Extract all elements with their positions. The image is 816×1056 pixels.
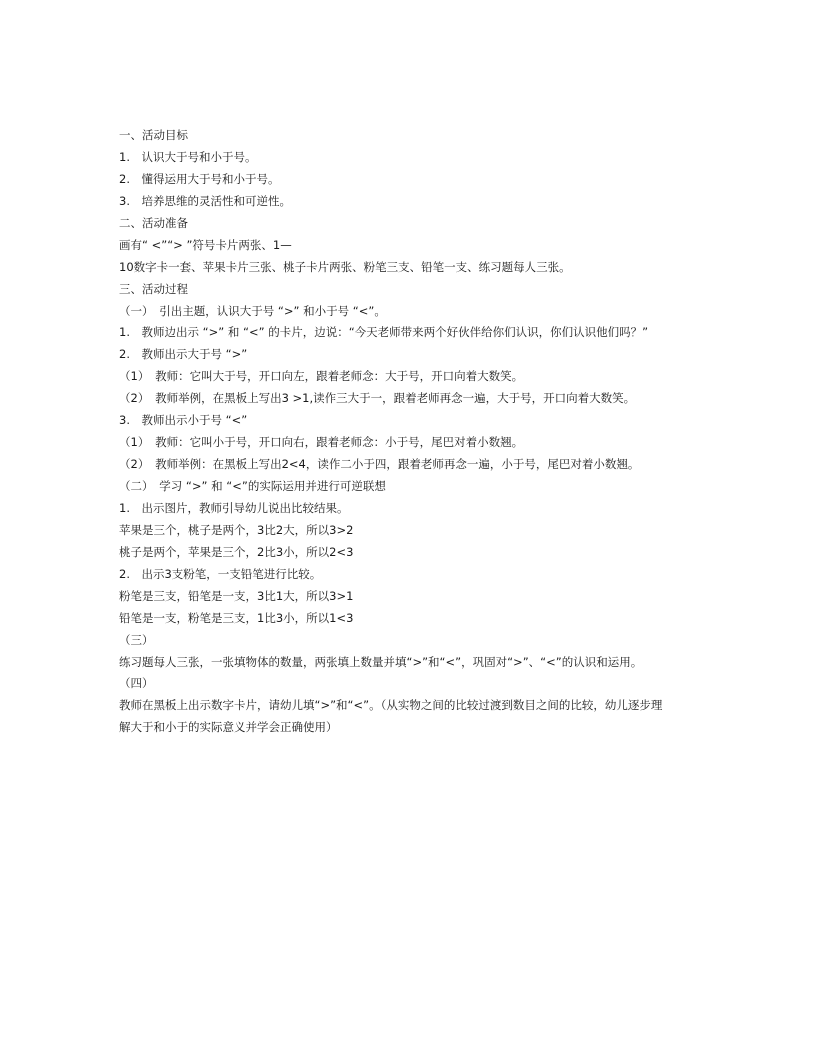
comparison-pencil: 铅笔是一支，粉笔是三支，1比3小，所以1<3 [119,610,354,625]
preparation-text-2: 10数字卡一套、苹果卡片三张、桃子卡片两张、粉笔三支、铅笔一支、练习题每人三张。 [119,259,571,274]
goal-item-1: 1. 认识大于号和小于号。 [119,149,257,164]
process-step-1: 1. 教师边出示 “>” 和 “<” 的卡片，边说：“今天老师带来两个好伙伴给你们认识，你们认识他们吗？” [119,325,649,340]
comparison-chalk: 粉笔是三支，铅笔是一支，3比1大，所以3>1 [119,588,354,603]
preparation-text-1: 画有“ <”“> ”符号卡片两张、1— [119,237,292,252]
process-step-2: 2. 教师出示大于号 “>” [119,347,248,362]
process-part-2-heading: （二） 学习 “>” 和 “<”的实际运用并进行可逆联想 [119,479,386,493]
process-part-1-heading: （一） 引出主题，认识大于号 “>” 和小于号 “<”。 [119,303,386,318]
comparison-apples: 苹果是三个，桃子是两个，3比2大，所以3>2 [119,522,354,537]
section-heading-preparation: 二、活动准备 [119,215,188,230]
process-step-3: 3. 教师出示小于号 “<” [119,413,248,428]
process-part-4-heading: （四） [119,676,154,691]
process-substep-2-1: （1） 教师：它叫大于号，开口向左，跟着老师念：大于号，开口向着大数笑。 [119,369,524,384]
comparison-peaches: 桃子是两个，苹果是三个，2比3小，所以2<3 [119,544,354,559]
process-part-3-heading: （三） [119,632,154,647]
goal-item-3: 3. 培养思维的灵活性和可逆性。 [119,193,291,208]
part-4-text-2: 解大于和小于的实际意义并学会正确使用） [119,720,338,735]
process-substep-3-1: （1） 教师：它叫小于号，开口向右，跟着老师念：小于号，尾巴对着小数翘。 [119,435,524,450]
process-substep-3-2: （2） 教师举例：在黑板上写出2<4，读作二小于四，跟着老师再念一遍，小于号，尾巴对着小数翘。 [119,457,640,472]
part-2-step-1: 1. 出示图片，教师引导幼儿说出比较结果。 [119,500,349,515]
part-4-text-1: 教师在黑板上出示数字卡片，请幼儿填“>”和“<”。（从实物之间的比较过渡到数目之间的比较，幼儿逐步理 [119,698,663,713]
document-body [119,125,699,739]
part-2-step-2: 2. 出示3支粉笔，一支铅笔进行比较。 [119,566,322,581]
section-heading-process: 三、活动过程 [119,281,188,296]
section-heading-goals: 一、活动目标 [119,128,188,142]
process-substep-2-2: （2） 教师举例，在黑板上写出3 >1,读作三大于一，跟着老师再念一遍，大于号，开口向着大数笑。 [119,391,636,406]
goal-item-2: 2. 懂得运用大于号和小于号。 [119,171,280,186]
part-3-text: 练习题每人三张，一张填物体的数量，两张填上数量并填“>”和“<”，巩固对“>”、“<”的认识和运用。 [119,654,643,669]
